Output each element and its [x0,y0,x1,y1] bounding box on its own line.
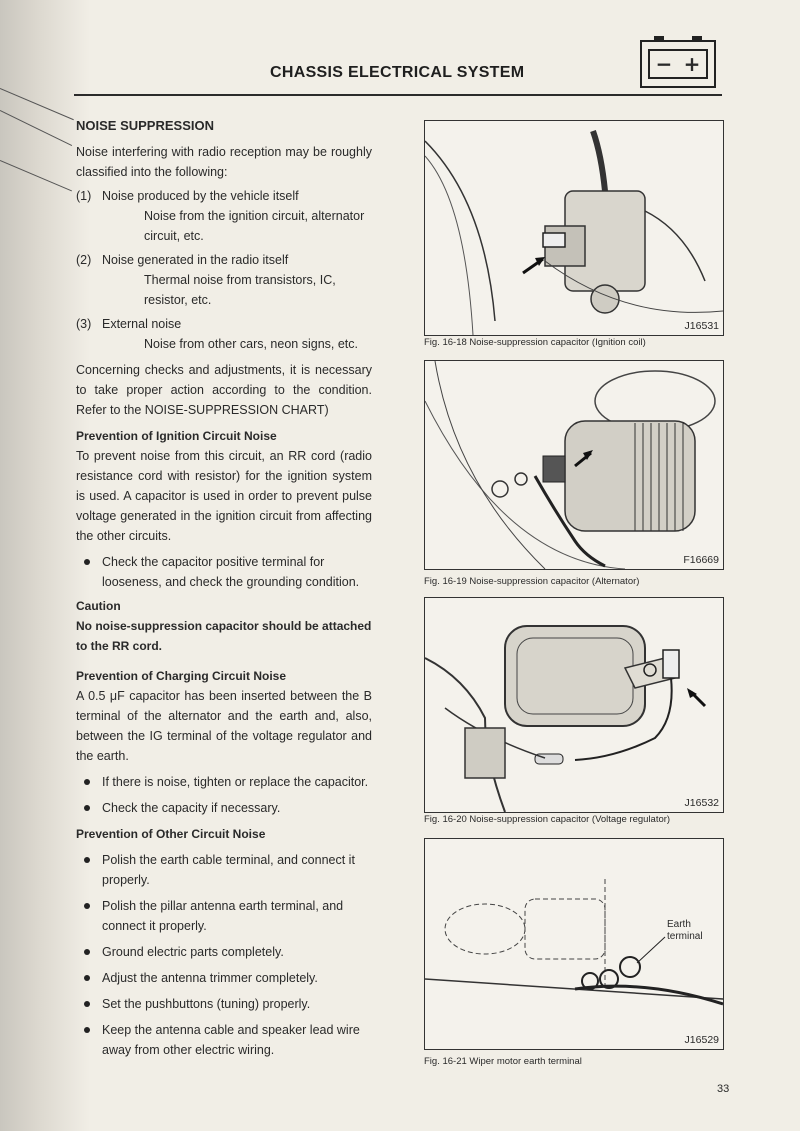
bullet-icon [84,903,90,909]
figure-caption: Fig. 16-19 Noise-suppression capacitor (Alternator) [424,576,640,587]
figure-wiper-motor [424,838,724,1050]
bullet-item [76,798,372,818]
item-detail: Thermal noise from transistors, IC, resistor, etc. [144,273,336,307]
figure-code: J16531 [684,320,719,332]
page-header-title: CHASSIS ELECTRICAL SYSTEM [270,64,525,81]
item-number: (2) [76,253,92,267]
figure-caption: Fig. 16-21 Wiper motor earth terminal [424,1056,582,1067]
figure-code: F16669 [683,554,719,566]
bullet-text: Set the pushbuttons (tuning) properly. [102,997,311,1011]
ignition-heading: Prevention of Ignition Circuit Noise [76,429,277,443]
figure-caption: Fig. 16-20 Noise-suppression capacitor (Voltage regulator) [424,814,671,825]
bullet-icon [84,1027,90,1033]
figure-ignition-coil [424,120,724,336]
item-number: (3) [76,317,92,331]
ignition-coil-illustration [425,121,723,335]
alternator-illustration [425,361,723,569]
bullet-item [76,942,372,962]
item-title: Noise generated in the radio itself [102,253,289,267]
bullet-item [76,552,372,592]
caution-label: Caution [76,599,121,613]
bullet-text: If there is noise, tighten or replace the capacitor. [102,775,369,789]
bullet-text: Polish the earth cable terminal, and connect it properly. [102,853,355,887]
item-title: Noise produced by the vehicle itself [102,189,299,203]
figure-caption: Fig. 16-18 Noise-suppression capacitor (Ignition coil) [424,337,646,348]
ignition-paragraph: To prevent noise from this circuit, an RR cord (radio resistance cord with resistor) for the ignition system is used. A capacitor is used in order to prevent pulse voltage generated in the ignition circuit from affecting the other circuits. [76,449,372,543]
bullet-text: Check the capacity if necessary. [102,801,281,815]
bullet-item [76,772,372,792]
figure-voltage-regulator [424,597,724,813]
battery-minus-sign: − [655,52,673,76]
noise-source-item [76,314,372,354]
concerning-paragraph: Concerning checks and adjustments, it is necessary to take proper action according to the condition. Refer to the NOISE-SUPPRESSION CHART) [76,363,372,417]
bullet-item [76,1020,372,1060]
voltage-regulator-illustration [425,598,723,812]
item-number: (1) [76,189,92,203]
intro-paragraph: Noise interfering with radio reception may be roughly classified into the following: [76,145,372,179]
charging-heading: Prevention of Charging Circuit Noise [76,669,287,683]
charging-paragraph: A 0.5 μF capacitor has been inserted between the B terminal of the alternator and the earth and, also, between the IG terminal of the voltage regulator and the earth. [76,689,372,763]
bullet-icon [84,805,90,811]
bullet-icon [84,559,90,565]
bullet-item [76,968,372,988]
bullet-icon [84,1001,90,1007]
figure-code: J16532 [684,797,719,809]
bullet-item [76,896,372,936]
section-heading: NOISE SUPPRESSION [76,118,214,133]
bullet-item [76,994,372,1014]
bullet-item [76,850,372,890]
figure-code: J16529 [684,1034,719,1046]
bullet-icon [84,975,90,981]
bullet-icon [84,857,90,863]
header-rule [74,94,722,96]
bullet-text: Keep the antenna cable and speaker lead wire away from other electric wiring. [102,1023,360,1057]
noise-source-item [76,186,372,246]
item-detail: Noise from the ignition circuit, alternator circuit, etc. [144,209,365,243]
bullet-text: Adjust the antenna trimmer completely. [102,971,318,985]
item-detail: Noise from other cars, neon signs, etc. [144,337,358,351]
bullet-text: Check the capacitor positive terminal for looseness, and check the grounding condition. [102,555,360,589]
bullet-icon [84,779,90,785]
page-number: 33 [717,1083,730,1095]
bullet-text: Ground electric parts completely. [102,945,284,959]
main-text-column [76,116,372,1060]
caution-text: No noise-suppression capacitor should be attached to the RR cord. [76,619,372,653]
battery-icon [640,40,716,88]
noise-source-item [76,250,372,310]
earth-terminal-label: Earth terminal [667,919,703,942]
figure-alternator [424,360,724,570]
item-title: External noise [102,317,182,331]
bullet-text: Polish the pillar antenna earth terminal, and connect it properly. [102,899,344,933]
wiper-motor-illustration [425,839,723,1049]
battery-plus-sign: + [683,52,701,76]
bullet-icon [84,949,90,955]
other-heading: Prevention of Other Circuit Noise [76,827,266,841]
